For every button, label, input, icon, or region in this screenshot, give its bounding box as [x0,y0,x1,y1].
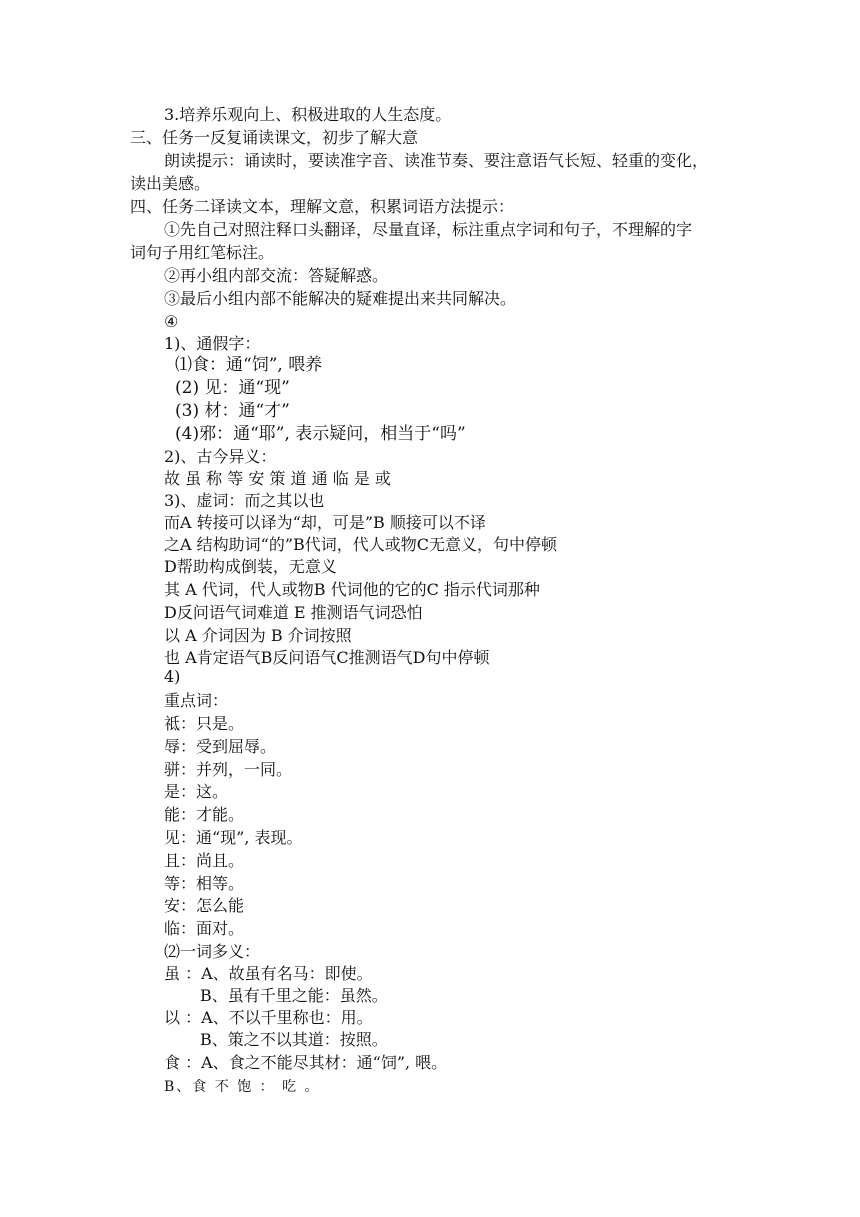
text-line: B、食 不 饱 ： 吃 。 [164,1079,321,1095]
text-line: (2) 见：通“现” [175,378,290,398]
text-line: 之A 结构助词“的”B代词，代人或物C无意义，句中停顿 [164,535,558,554]
text-line: 骈：并列，一同。 [164,760,293,779]
text-line: ④ [164,312,179,331]
text-line: 其 A 代词，代人或物B 代词他的它的C 指示代词那种 [164,580,540,599]
text-line: 朗读提示：诵读时，要读准字音、读准节奏、要注意语气长短、轻重的变化， [164,151,709,170]
text-line: 等：相等。 [164,874,245,893]
text-line: B、虽有千里之能：虽然。 [200,986,388,1005]
text-line: 读出美感。 [130,174,211,193]
text-line: ⑵一词多义： [164,942,261,961]
text-line: 虽 ：A、故虽有名马：即使。 [164,964,373,983]
text-line: 是：这。 [164,782,229,801]
text-line: 三、任务一反复诵读课文，初步了解大意 [130,128,419,147]
text-line: ①先自己对照注释口头翻译，尽量直译，标注重点字词和句子，不理解的字 [164,220,693,239]
text-line: 辱：受到屈辱。 [164,737,277,756]
text-line: ②再小组内部交流：答疑解惑。 [164,266,389,285]
text-line: 安：怎么能 [164,896,245,915]
text-line: 也 A肯定语气B反问语气C推测语气D句中停顿 [164,648,490,667]
text-line: 能：才能。 [164,805,245,824]
text-line: 2)、古今异义： [164,447,277,466]
text-line: (3) 材：通“才” [175,401,290,421]
text-line: D帮助构成倒装，无意义 [164,557,337,576]
text-line: (4)邪：通“耶”, 表示疑问，相当于“吗” [175,424,466,444]
text-line: 故 虽 称 等 安 策 道 通 临 是 或 [164,469,391,488]
text-line: 词句子用红笔标注。 [130,243,275,262]
text-line: 四、任务二译读文本，理解文意，积累词语方法提示： [130,197,515,216]
text-line: 且：尚且。 [164,851,245,870]
text-line: ⑴食：通“饲”, 喂养 [175,355,323,375]
text-line: 4) [164,667,181,686]
text-line: B、策之不以其道：按照。 [200,1030,388,1049]
text-line: D反问语气词难道 E 推测语气词恐怕 [164,603,423,622]
text-line: 3)、虚词：而之其以也 [164,491,325,510]
text-line: 而A 转接可以译为“却，可是”B 顺接可以不译 [164,513,486,532]
text-line: 临：面对。 [164,919,245,938]
text-line: 见：通“现”, 表现。 [164,828,303,847]
text-line: 食 ：A、食之不能尽其材：通“饲”, 喂。 [164,1053,448,1072]
text-line: 以 ：A、不以千里称也：用。 [164,1008,373,1027]
text-line: 以 A 介词因为 B 介词按照 [164,626,352,645]
text-line: 1)、通假字： [164,334,261,353]
text-line: 重点词： [164,691,229,710]
text-line: 3.培养乐观向上、积极进取的人生态度。 [164,105,452,124]
text-line: ③最后小组内部不能解决的疑难提出来共同解决。 [164,289,517,308]
text-line: 祗：只是。 [164,714,245,733]
